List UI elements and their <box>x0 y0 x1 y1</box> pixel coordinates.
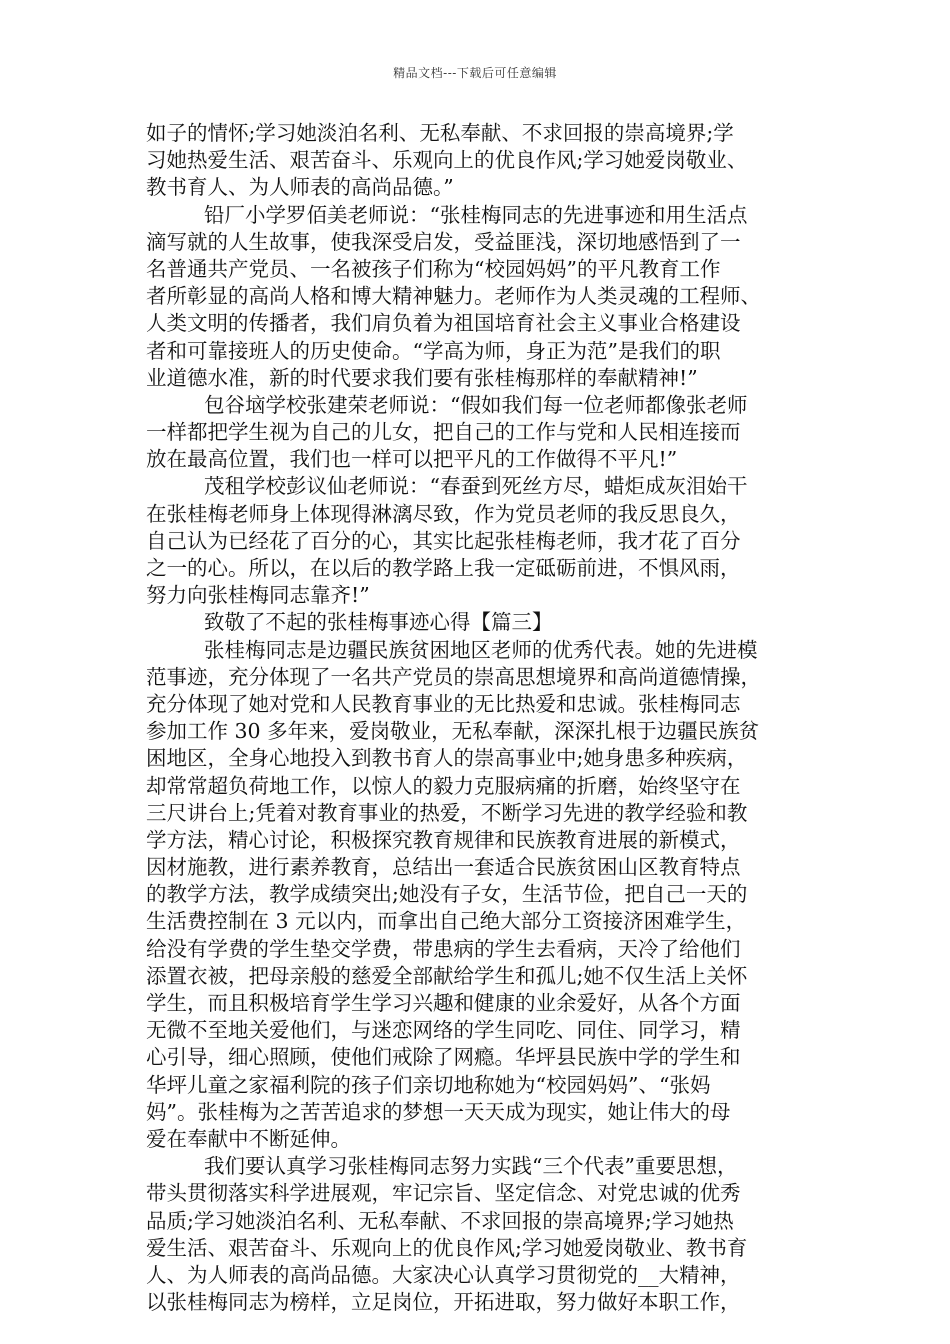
text-line: 包谷垴学校张建荣老师说：“假如我们每一位老师都像张老师 <box>204 392 748 417</box>
text-line: 人、为人师表的高尚品德。大家决心认真学习贯彻党的__大精神， <box>146 1262 741 1287</box>
text-line: 铅厂小学罗佰美老师说：“张桂梅同志的先进事迹和用生活点 <box>204 202 748 227</box>
text-line: 一样都把学生视为自己的儿女，把自己的工作与党和人民相连接而 <box>146 420 741 445</box>
text-line: 茂租学校彭议仙老师说：“春蚕到死丝方尽，蜡炬成灰泪始干 <box>204 474 748 499</box>
text-line: 业道德水准，新的时代要求我们要有张桂梅那样的奉献精神!” <box>146 365 698 390</box>
text-line: 无微不至地关爱他们，与迷恋网络的学生同吃、同住、同学习，精 <box>146 1018 741 1043</box>
text-line: 以张桂梅同志为榜样，立足岗位，开拓进取，努力做好本职工作， <box>146 1290 741 1315</box>
text-line: 妈”。张桂梅为之苦苦追求的梦想一天天成为现实，她让伟大的母 <box>146 1099 731 1124</box>
text-line: 因材施教，进行素养教育，总结出一套适合民族贫困山区教育特点 <box>146 855 741 880</box>
text-line: 名普通共产党员、一名被孩子们称为“校园妈妈”的平凡教育工作 <box>146 256 721 281</box>
text-line: 华坪儿童之家福利院的孩子们亲切地称她为“校园妈妈”、“张妈 <box>146 1072 711 1097</box>
text-line: 学生，而且积极培育学生学习兴趣和健康的业余爱好，从各个方面 <box>146 991 741 1015</box>
text-line: 自己认为已经花了百分的心，其实比起张桂梅老师，我才花了百分 <box>146 528 741 553</box>
text-line: 充分体现了她对党和人民教育事业的无比热爱和忠诚。张桂梅同志 <box>146 691 741 716</box>
text-line: 者所彰显的高尚人格和博大精神魅力。老师作为人类灵魂的工程师、 <box>146 284 761 309</box>
text-line: 如子的情怀;学习她淡泊名利、无私奉献、不求回报的崇高境界;学 <box>146 121 734 145</box>
text-line: 张桂梅同志是边疆民族贫困地区老师的优秀代表。她的先进模 <box>204 637 758 662</box>
text-line: 人类文明的传播者，我们肩负着为祖国培育社会主义事业合格建设 <box>146 311 741 336</box>
text-line: 努力向张桂梅同志靠齐!” <box>146 583 370 608</box>
text-line: 三尺讲台上;凭着对教育事业的热爱，不断学习先进的教学经验和教 <box>146 800 748 825</box>
text-line: 添置衣被，把母亲般的慈爱全部献给学生和孤儿;她不仅生活上关怀 <box>146 963 748 988</box>
page-header: 精品文档---下载后可任意编辑 <box>393 66 557 80</box>
text-line: 给没有学费的学生垫交学费，带患病的学生去看病，天冷了给他们 <box>146 936 741 961</box>
text-line: 爱生活、艰苦奋斗、乐观向上的优良作风;学习她爱岗敬业、教书育 <box>146 1235 748 1260</box>
text-line: 放在最高位置，我们也一样可以把平凡的工作做得不平凡!” <box>146 447 678 472</box>
text-line: 我们要认真学习张桂梅同志努力实践“三个代表”重要思想， <box>204 1154 738 1179</box>
text-line: 参加工作 30 多年来，爱岗敬业，无私奉献，深深扎根于边疆民族贫 <box>146 719 760 744</box>
text-line: 的教学方法，教学成绩突出;她没有子女，生活节俭，把自己一天的 <box>146 882 748 907</box>
text-line: 困地区，全身心地投入到教书育人的崇高事业中;她身患多种疾病， <box>146 746 748 771</box>
text-line: 心引导，细心照顾，使他们戒除了网瘾。华坪县民族中学的学生和 <box>146 1045 741 1070</box>
text-line: 生活费控制在 3 元以内，而拿出自己绝大部分工资接济困难学生， <box>146 909 747 934</box>
text-line: 之一的心。所以，在以后的教学路上我一定砥砺前进，不惧风雨， <box>146 556 741 580</box>
document-body <box>146 120 804 1316</box>
text-line: 带头贯彻落实科学进展观，牢记宗旨、坚定信念、对党忠诚的优秀 <box>146 1181 741 1206</box>
text-line: 教书育人、为人师表的高尚品德。” <box>146 175 454 200</box>
text-line: 学方法，精心讨论，积极探究教育规律和民族教育进展的新模式， <box>146 827 741 852</box>
text-line: 致敬了不起的张桂梅事迹心得【篇三】 <box>204 610 553 635</box>
text-line: 范事迹，充分体现了一名共产党员的崇高思想境界和高尚道德情操， <box>146 664 761 689</box>
text-line: 者和可靠接班人的历史使命。“学高为师，身正为范”是我们的职 <box>146 338 721 363</box>
text-line: 习她热爱生活、艰苦奋斗、乐观向上的优良作风;学习她爱岗敬业、 <box>146 148 748 173</box>
text-line: 爱在奉献中不断延伸。 <box>146 1126 351 1151</box>
text-line: 滴写就的人生故事，使我深受启发，受益匪浅，深切地感悟到了一 <box>146 229 741 254</box>
text-line: 在张桂梅老师身上体现得淋漓尽致，作为党员老师的我反思良久， <box>146 501 741 526</box>
text-line: 品质;学习她淡泊名利、无私奉献、不求回报的崇高境界;学习她热 <box>146 1208 734 1233</box>
text-line: 却常常超负荷地工作，以惊人的毅力克服病痛的折磨，始终坚守在 <box>146 773 741 798</box>
